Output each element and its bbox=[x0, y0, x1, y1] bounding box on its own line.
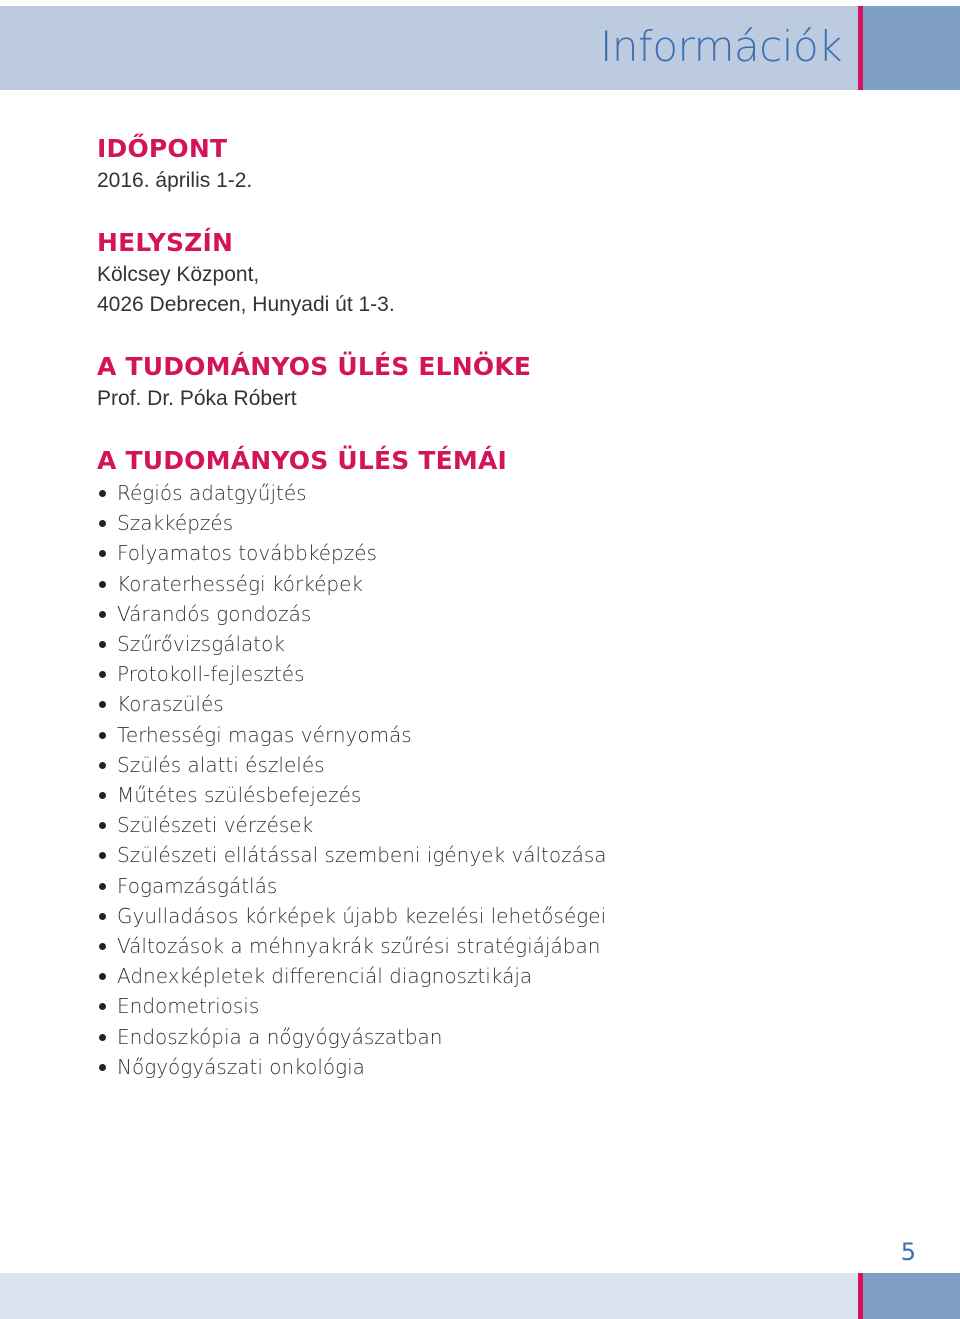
list-item: Folyamatos továbbképzés bbox=[97, 538, 837, 568]
footer-band bbox=[0, 1273, 858, 1319]
date-heading: IDŐPONT bbox=[97, 134, 228, 163]
header-right-block bbox=[863, 6, 960, 90]
main-content bbox=[97, 132, 837, 1082]
list-item: Szülészeti ellátással szembeni igények változása bbox=[97, 840, 837, 870]
list-item: Fogamzásgátlás bbox=[97, 871, 837, 901]
list-item: Nőgyógyászati onkológia bbox=[97, 1052, 837, 1082]
list-item: Szakképzés bbox=[97, 508, 837, 538]
list-item: Műtétes szülésbefejezés bbox=[97, 780, 837, 810]
list-item: Szülészeti vérzések bbox=[97, 810, 837, 840]
list-item: Régiós adatgyűjtés bbox=[97, 478, 837, 508]
list-item: Gyulladásos kórképek újabb kezelési lehetőségei bbox=[97, 901, 837, 931]
venue-heading: HELYSZÍN bbox=[97, 228, 234, 257]
page-number: 5 bbox=[900, 1238, 916, 1266]
topics-list bbox=[97, 478, 837, 1082]
list-item: Protokoll-fejlesztés bbox=[97, 659, 837, 689]
chair-text: Prof. Dr. Póka Róbert bbox=[97, 387, 297, 410]
list-item: Várandós gondozás bbox=[97, 599, 837, 629]
list-item: Szülés alatti észlelés bbox=[97, 750, 837, 780]
topics-heading: A TUDOMÁNYOS ÜLÉS TÉMÁI bbox=[97, 446, 508, 475]
list-item: Szűrővizsgálatok bbox=[97, 629, 837, 659]
list-item: Változások a méhnyakrák szűrési stratégiájában bbox=[97, 931, 837, 961]
list-item: Terhességi magas vérnyomás bbox=[97, 720, 837, 750]
page-title: Információk bbox=[600, 22, 842, 71]
footer-right-block bbox=[863, 1273, 960, 1319]
date-text: 2016. április 1-2. bbox=[97, 169, 253, 192]
venue-line-2: 4026 Debrecen, Hunyadi út 1-3. bbox=[97, 293, 395, 316]
venue-line-1: Kölcsey Központ, bbox=[97, 263, 260, 286]
list-item: Koraterhességi kórképek bbox=[97, 569, 837, 599]
list-item: Adnexképletek differenciál diagnosztikája bbox=[97, 961, 837, 991]
chair-heading: A TUDOMÁNYOS ÜLÉS ELNÖKE bbox=[97, 352, 532, 381]
list-item: Koraszülés bbox=[97, 689, 837, 719]
list-item: Endometriosis bbox=[97, 991, 837, 1021]
list-item: Endoszkópia a nőgyógyászatban bbox=[97, 1022, 837, 1052]
